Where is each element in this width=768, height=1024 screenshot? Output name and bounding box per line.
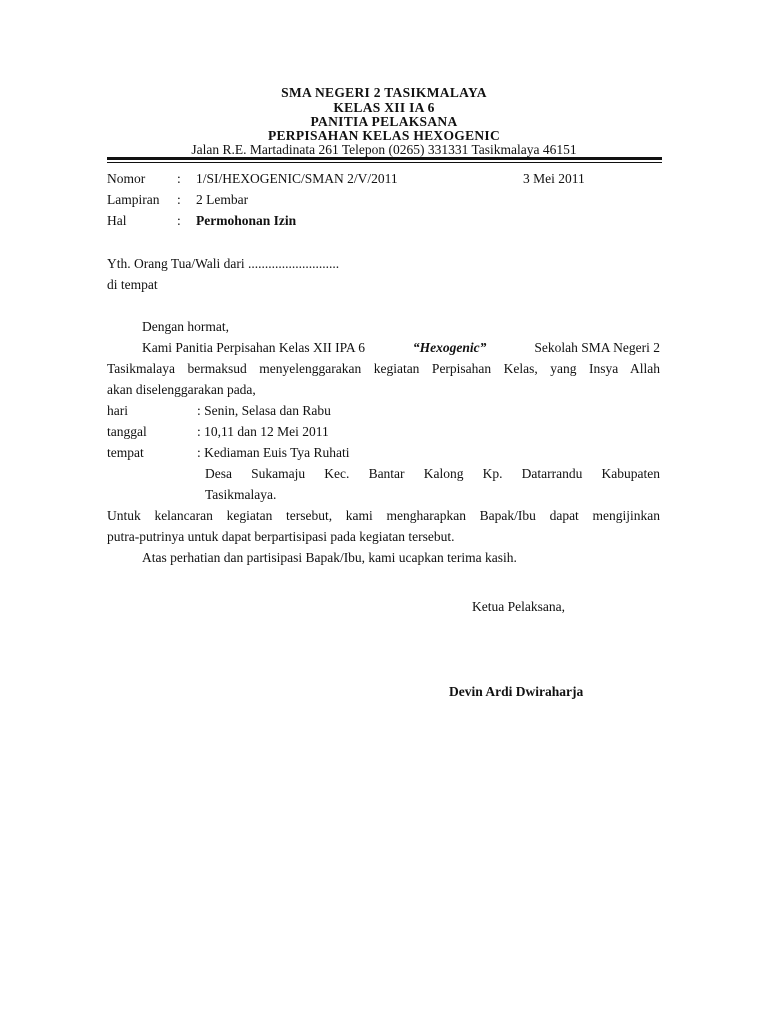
lampiran-value: 2 Lembar: [196, 192, 249, 207]
paragraph1-line3: akan diselenggarakan pada,: [107, 382, 256, 397]
school-name: SMA NEGERI 2 TASIKMALAYA: [281, 85, 487, 100]
closing-paragraph: Atas perhatian dan partisipasi Bapak/Ibu, kami ucapkan terima kasih.: [142, 550, 517, 565]
letter-date: 3 Mei 2011: [523, 171, 585, 186]
lampiran-colon: :: [177, 192, 181, 207]
tempat-address: Desa Sukamaju Kec. Bantar Kalong Kp. Datarrandu Kabupaten: [205, 466, 660, 481]
class-name: KELAS XII IA 6: [333, 100, 435, 115]
paragraph1-line1: [142, 340, 660, 356]
nomor-label: Nomor: [107, 171, 146, 186]
hal-value: Permohonan Izin: [196, 213, 297, 228]
greeting: Dengan hormat,: [142, 319, 229, 334]
tempat-label: tempat: [107, 445, 144, 460]
event-name: PERPISAHAN KELAS HEXOGENIC: [267, 128, 501, 143]
hari-label: hari: [107, 403, 128, 418]
signature-name: Devin Ardi Dwiraharja: [449, 684, 584, 699]
paragraph1-text-b: Sekolah SMA Negeri 2: [534, 340, 660, 355]
recipient-line: Yth. Orang Tua/Wali dari ...........................: [107, 256, 340, 271]
hal-label: Hal: [107, 213, 127, 228]
nomor-colon: :: [177, 171, 181, 186]
paragraph1-text-a: Kami Panitia Perpisahan Kelas XII IPA 6: [142, 340, 365, 355]
paragraph2-line2: putra-putrinya untuk dapat berpartisipasi pada kegiatan tersebut.: [107, 529, 455, 544]
paragraph1-line2: Tasikmalaya bermaksud menyelenggarakan kegiatan Perpisahan Kelas, yang Insya Allah: [107, 361, 660, 376]
hal-colon: :: [177, 213, 181, 228]
nomor-value: 1/SI/HEXOGENIC/SMAN 2/V/2011: [196, 171, 398, 186]
event-name-emphasis: “Hexogenic”: [412, 340, 487, 355]
letterhead-rule-thin: [107, 162, 662, 163]
tempat-value: : Kediaman Euis Tya Ruhati: [197, 445, 350, 460]
hari-value: : Senin, Selasa dan Rabu: [197, 403, 331, 418]
committee-name: PANITIA PELAKSANA: [310, 114, 458, 129]
signature-title: Ketua Pelaksana,: [472, 599, 565, 614]
tempat-city: Tasikmalaya.: [205, 487, 277, 502]
letterhead-address: Jalan R.E. Martadinata 261 Telepon (0265) 331331 Tasikmalaya 46151: [191, 142, 577, 157]
lampiran-label: Lampiran: [107, 192, 160, 207]
paragraph2-line1: Untuk kelancaran kegiatan tersebut, kami mengharapkan Bapak/Ibu dapat mengijinkan: [107, 508, 660, 523]
tanggal-label: tanggal: [107, 424, 147, 439]
letterhead-rule-thick: [107, 157, 662, 160]
tanggal-value: : 10,11 dan 12 Mei 2011: [197, 424, 329, 439]
recipient-location: di tempat: [107, 277, 158, 292]
